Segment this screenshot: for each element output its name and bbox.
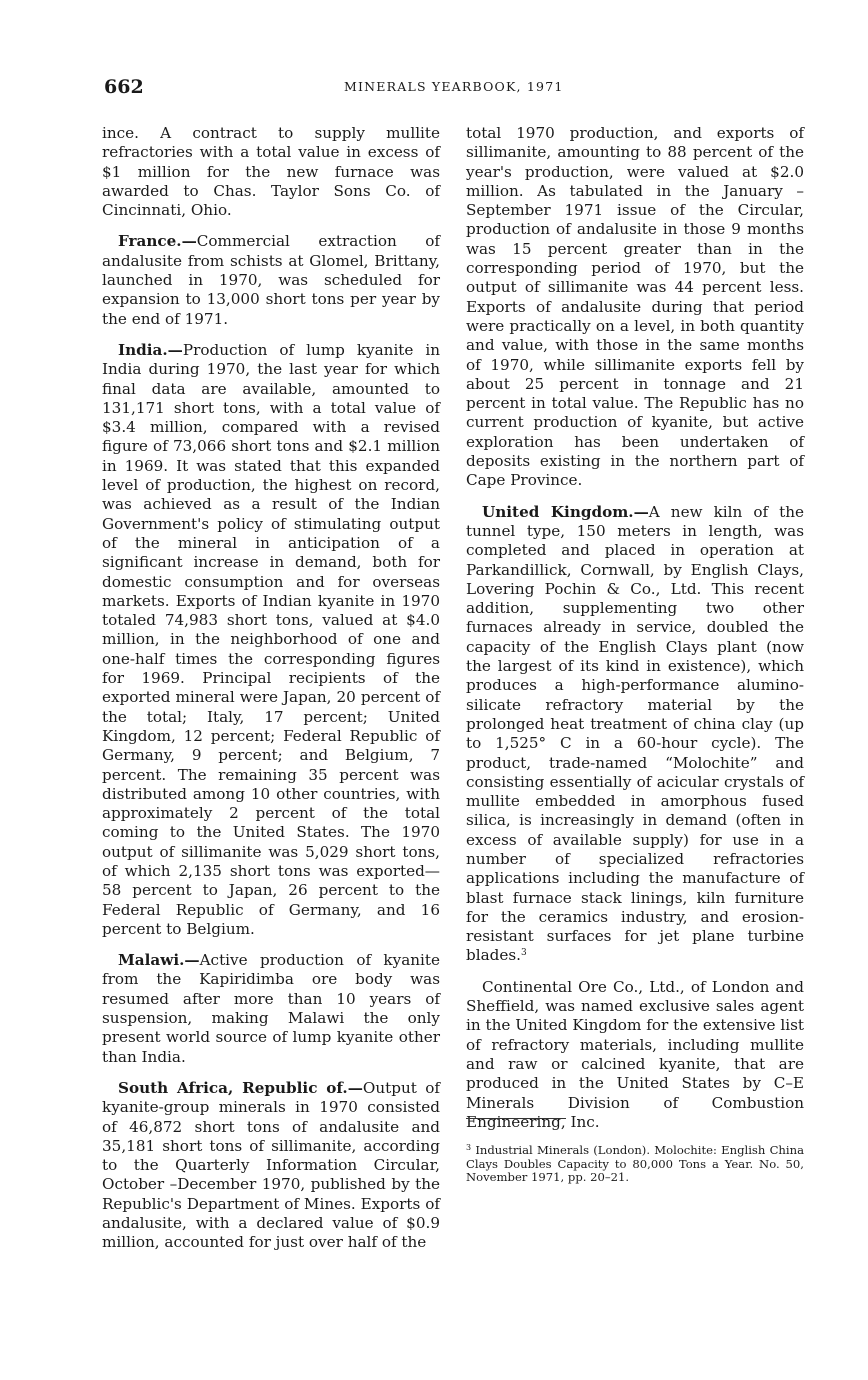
section-heading-india: India.— bbox=[118, 340, 183, 359]
section-heading-malawi: Malawi.— bbox=[118, 951, 200, 970]
paragraph-south-africa: South Africa, Republic of.—Output of kyanite-group minerals in 1970 consisted of 46,872 short tons of andalusite and 35,181 short tons of sillimanite, according to the Quarterly Information Circular, October –December 1970, published by the Republic's Department of Mines. Exports of andalusite, with a declared value of $0.9 million, accounted for just over half of the bbox=[102, 1078, 440, 1252]
paragraph-united-kingdom: United Kingdom.—A new kiln of the tunnel type, 150 meters in length, was completed and placed in operation at Parkandillick, Cornwall, by English Clays, Lovering Pochin & Co., Ltd. This recent addition, supplementing two other furnaces already in service, doubled the capacity of the English Clays plant (now the largest of its kind in existence), which produces a high-performance alumino-silicate refractory material by the prolonged heat treatment of china clay (up to 1,525° C in a 60-hour cycle). The product, trade-named “Molochite” and consisting essentially of acicular crystals of mullite embedded in amorphous fused silica, is increasingly in demand (often in excess of available supply) for use in a number of specialized refractories applications including the manufacture of blast furnace stack linings, kiln furniture for the ceramics industry, and erosion-resistant surfaces for jet plane turbine blades.$^3$ bbox=[466, 502, 804, 965]
page-header bbox=[104, 74, 764, 104]
paragraph-continental-ore: Continental Ore Co., Ltd., of London and Sheffield, was named exclusive sales agent in the United Kingdom for the extensive list of refractory materials, including mullite and raw or calcined kyanite, that are produced in the United States by C–E Minerals Division of Combustion Engineering, Inc. bbox=[466, 977, 804, 1131]
section-heading-south-africa: South Africa, Republic of.— bbox=[118, 1078, 363, 1097]
right-column bbox=[466, 124, 804, 1132]
footnote bbox=[466, 1144, 804, 1185]
footnote-text: Industrial Minerals (London). Molochite: English China Clays Doubles Capacity to 80,000 Tons a Year. No. 50, November 1971, pp. 20–21. bbox=[466, 1143, 804, 1184]
page-number: 662 bbox=[104, 76, 144, 98]
left-column bbox=[102, 124, 440, 1253]
paragraph-malawi: Malawi.—Active production of kyanite from the Kapiridimba ore body was resumed after more than 10 years of suspension, making Malawi the only present world source of lump kyanite other than India. bbox=[102, 951, 440, 1066]
paragraph-ince-continuation: ince. A contract to supply mullite refractories with a total value in excess of $1 million for the new furnace was awarded to Chas. Taylor Sons Co. of Cincinnati, Ohio. bbox=[102, 124, 440, 220]
running-title: MINERALS YEARBOOK, 1971 bbox=[344, 79, 564, 94]
paragraph-india: India.—Production of lump kyanite in India during 1970, the last year for which final data are available, amounted to 131,171 short tons, with a total value of $3.4 million, compared with a revised figure of 73,066 short tons and $2.1 million in 1969. It was stated that this expanded level of production, the highest on record, was achieved as a result of the Indian Government's policy of stimulating output of the mineral in anticipation of a significant increase in demand, both for domestic consumption and for overseas markets. Exports of Indian kyanite in 1970 totaled 74,983 short tons, valued at $4.0 million, in the neighborhood of one and one-half times the corresponding figures for 1969. Principal recipients of the exported mineral were Japan, 20 percent of the total; Italy, 17 percent; United Kingdom, 12 percent; Federal Republic of Germany, 9 percent; and Belgium, 7 percent. The remaining 35 percent was distributed among 10 other countries, with approximately 2 percent of the total coming to the United States. The 1970 output of sillimanite was 5,029 short tons, of which 2,135 short tons was exported—58 percent to Japan, 26 percent to the Federal Republic of Germany, and 16 percent to Belgium. bbox=[102, 340, 440, 938]
paragraph-south-africa-continuation: total 1970 production, and exports of sillimanite, amounting to 88 percent of the year's production, were valued at $2.0 million. As tabulated in the January –September 1971 issue of the Circular, production of andalusite in those 9 months was 15 percent greater than in the corresponding period of 1970, but the output of sillimanite was 44 percent less. Exports of andalusite during that period were practically on a level, in both quantity and value, with those in the same months of 1970, while sillimanite exports fell by about 25 percent in tonnage and 21 percent in total value. The Republic has no current production of kyanite, but active exploration has been undertaken of deposits existing in the northern part of Cape Province. bbox=[466, 124, 804, 490]
section-heading-united-kingdom: United Kingdom.— bbox=[482, 502, 649, 521]
footnote-reference: 3 bbox=[520, 948, 527, 959]
paragraph-france: France.—Commercial extraction of andalusite from schists at Glomel, Brittany, launched in 1970, was scheduled for expansion to 13,000 short tons per year by the end of 1971. bbox=[102, 232, 440, 328]
footnote-number: 3 bbox=[466, 1143, 472, 1152]
section-heading-france: France.— bbox=[118, 232, 197, 251]
footnote-divider bbox=[466, 1118, 566, 1119]
